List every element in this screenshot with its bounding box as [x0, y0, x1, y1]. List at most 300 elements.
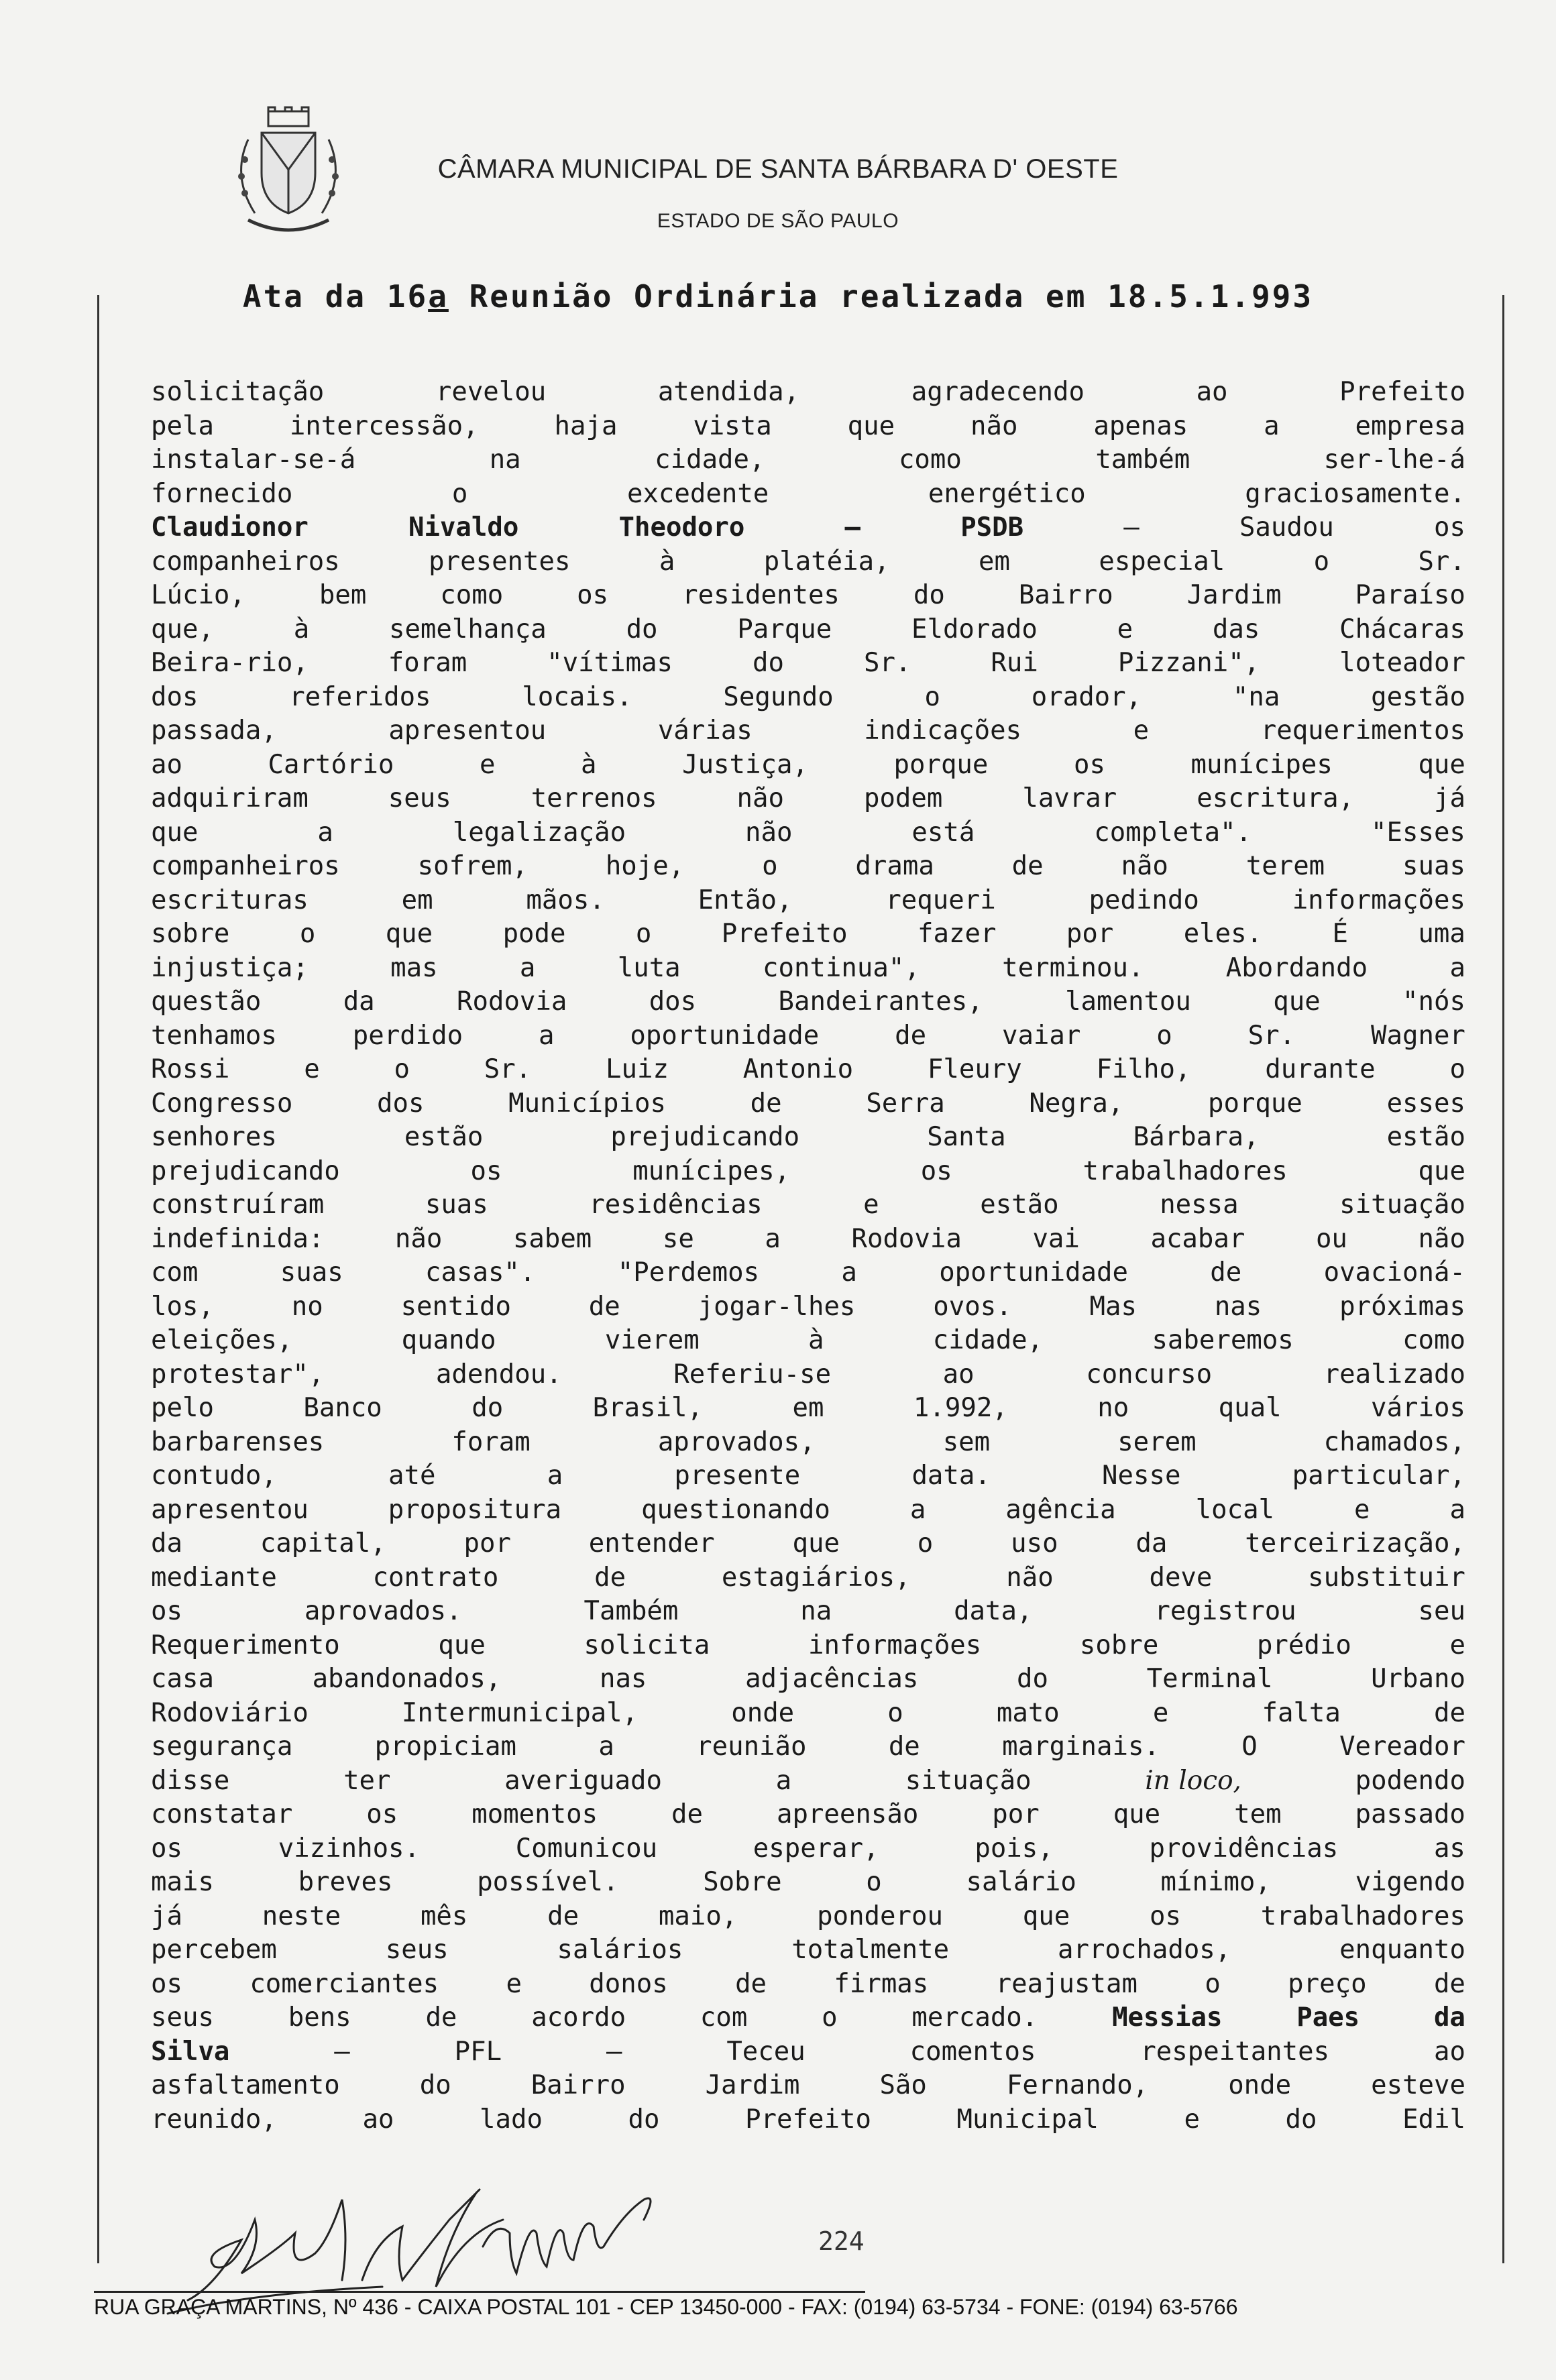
word: a — [1264, 410, 1280, 441]
word: vários — [1371, 1393, 1465, 1423]
word: bem — [319, 580, 367, 610]
text-line — [151, 1459, 1465, 1493]
word: pode — [502, 919, 566, 949]
word: fazer — [918, 919, 997, 949]
word: Santa — [927, 1122, 1006, 1152]
word: loteador — [1339, 648, 1465, 678]
word: durante — [1265, 1054, 1376, 1084]
word: ovos. — [933, 1291, 1012, 1322]
text-line — [151, 1866, 1465, 1900]
word: sem — [942, 1426, 991, 1457]
word: Filho, — [1096, 1054, 1191, 1084]
word: está — [911, 817, 975, 848]
word: quando — [401, 1325, 496, 1355]
text-line — [151, 850, 1465, 884]
footer-address: RUA GRAÇA MARTINS, Nº 436 - CAIXA POSTAL 101 - CEP 13450-000 - FAX: (0194) 63-5734 - FONE: (0194) 63-5766 — [94, 2295, 1238, 2319]
word: qual — [1218, 1393, 1282, 1423]
title-ordinal: a — [428, 278, 449, 315]
word: São — [879, 2070, 927, 2100]
word: os — [366, 1799, 398, 1829]
word: do — [913, 580, 945, 610]
word: Bairro — [531, 2070, 626, 2100]
word: 1.992, — [913, 1393, 1008, 1423]
word: asfaltamento — [151, 2070, 340, 2100]
word: fornecido — [151, 478, 293, 509]
word: a — [317, 817, 333, 848]
word: providências — [1149, 1833, 1339, 1864]
text-line — [151, 511, 1465, 545]
word: requeri — [885, 885, 996, 915]
word: dos — [649, 986, 697, 1017]
word: pelo — [151, 1393, 214, 1423]
word: – — [844, 512, 861, 543]
word: pela — [151, 410, 214, 441]
word: o — [1205, 1968, 1221, 1999]
text-line — [151, 1155, 1465, 1189]
word: esteve — [1371, 2070, 1465, 2100]
word: Saudou — [1239, 512, 1334, 543]
word: informações — [808, 1630, 982, 1660]
word: questionando — [641, 1494, 830, 1525]
word: seu — [1418, 1596, 1465, 1626]
text-line — [151, 884, 1465, 918]
word: e — [1133, 716, 1150, 746]
word: in loco, — [1145, 1765, 1241, 1796]
word: reunião — [696, 1732, 807, 1762]
word: revelou — [435, 377, 547, 407]
word: escritura, — [1197, 783, 1355, 813]
word: apreensão — [776, 1799, 919, 1829]
word: seus — [388, 783, 451, 813]
word: possível. — [477, 1867, 619, 1897]
word: comentos — [909, 2036, 1036, 2067]
word: sobre — [1079, 1630, 1159, 1660]
word: solicitação — [151, 377, 325, 407]
word: que — [1418, 749, 1465, 780]
word: da — [1135, 1528, 1168, 1559]
word: estão — [980, 1190, 1059, 1220]
word: não — [736, 783, 784, 813]
word: local — [1195, 1494, 1275, 1525]
word: Segundo — [723, 681, 834, 712]
text-line — [151, 1392, 1465, 1426]
text-line — [151, 545, 1465, 579]
word: que, — [151, 614, 214, 644]
word: o — [635, 919, 652, 949]
word: e — [506, 1968, 522, 1999]
word: marginais. — [1002, 1732, 1160, 1762]
word: cidade, — [655, 445, 765, 475]
word: excedente — [626, 478, 769, 509]
text-line — [151, 1595, 1465, 1629]
word: Wagner — [1371, 1020, 1465, 1051]
word: dos — [377, 1088, 425, 1119]
word: acordo — [531, 2002, 626, 2033]
word: Então, — [698, 885, 793, 915]
word: ao — [1433, 2036, 1465, 2067]
word: Rodovia — [851, 1223, 962, 1254]
word: de — [1433, 1968, 1465, 1999]
text-line — [151, 1087, 1465, 1121]
word: Edil — [1402, 2104, 1465, 2135]
word: de — [1210, 1257, 1242, 1288]
word: PFL — [454, 2036, 502, 2067]
word: Mas — [1089, 1291, 1137, 1322]
word: apenas — [1093, 410, 1188, 441]
word: de — [588, 1291, 620, 1322]
word: o — [1313, 546, 1330, 577]
word: que — [1022, 1901, 1070, 1931]
word: Beira-rio, — [151, 648, 309, 678]
word: Pizzani", — [1117, 648, 1260, 678]
word: que — [1273, 986, 1321, 1017]
word: constatar — [151, 1799, 293, 1829]
word: mais — [151, 1867, 214, 1897]
word: instalar-se-á — [151, 445, 356, 475]
word: o — [917, 1528, 934, 1559]
text-line — [151, 1662, 1465, 1697]
word: Sr. — [484, 1054, 532, 1084]
word: hoje, — [605, 851, 685, 881]
word: e — [1152, 1697, 1169, 1728]
word: Negra, — [1029, 1088, 1124, 1119]
word: Parque — [737, 614, 832, 644]
word: podem — [863, 783, 943, 813]
word: adjacências — [745, 1664, 919, 1694]
word: que — [792, 1528, 840, 1559]
word: enquanto — [1339, 1935, 1465, 1965]
word: questão — [151, 986, 262, 1017]
word: em — [401, 885, 433, 915]
word: de — [735, 1968, 767, 1999]
word: ponderou — [817, 1901, 943, 1931]
text-line — [151, 1426, 1465, 1460]
word: Vereador — [1339, 1732, 1465, 1762]
word: Referiu-se — [673, 1359, 832, 1390]
word: como — [898, 445, 962, 475]
word: trabalhadores — [1260, 1901, 1465, 1931]
word: saberemos — [1152, 1325, 1294, 1355]
word: – — [1123, 512, 1140, 543]
text-line — [151, 1121, 1465, 1155]
word: apresentou — [388, 716, 547, 746]
word: onde — [731, 1697, 795, 1728]
word: situação — [1339, 1190, 1465, 1220]
word: capital, — [260, 1528, 386, 1559]
word: Justiça, — [682, 749, 808, 780]
word: substituir — [1308, 1562, 1465, 1593]
word: os — [470, 1155, 502, 1186]
word: intercessão, — [289, 410, 479, 441]
text-line — [151, 1527, 1465, 1561]
text-line — [151, 1730, 1465, 1764]
word: também — [1095, 445, 1190, 475]
word: Requerimento — [151, 1630, 340, 1660]
word: totalmente — [791, 1935, 950, 1965]
word: barbarenses — [151, 1426, 325, 1457]
word: que — [151, 817, 199, 848]
word: do — [1016, 1664, 1048, 1694]
word: donos — [589, 1968, 668, 1999]
word: orador, — [1031, 681, 1142, 712]
word: a — [1449, 952, 1465, 983]
word: Theodoro — [618, 512, 745, 543]
text-line — [151, 376, 1465, 410]
word: Sr. — [863, 648, 911, 678]
word: por — [992, 1799, 1040, 1829]
word: companheiros — [151, 851, 340, 881]
word: passado — [1355, 1799, 1465, 1829]
word: preço — [1288, 1968, 1367, 1999]
word: Rodoviário — [151, 1697, 309, 1728]
word: salários — [557, 1935, 683, 1965]
word: ao — [942, 1359, 975, 1390]
word: haja — [554, 410, 618, 441]
word: as — [1433, 1833, 1465, 1864]
word: chamados, — [1323, 1426, 1465, 1457]
word: ao — [362, 2104, 394, 2135]
left-margin-rule — [97, 295, 99, 2263]
word: suas — [1402, 851, 1465, 881]
word: aprovados. — [304, 1596, 462, 1626]
word: nas — [599, 1664, 647, 1694]
word: e — [1354, 1494, 1370, 1525]
word: energético — [928, 478, 1086, 509]
word: o — [822, 2002, 838, 2033]
word: Prefeito — [721, 919, 848, 949]
word: firmas — [834, 1968, 929, 1999]
word: até — [388, 1461, 436, 1491]
word: por — [463, 1528, 511, 1559]
word: de — [888, 1732, 920, 1762]
word: pedindo — [1089, 885, 1199, 915]
word: terem — [1245, 851, 1325, 881]
word: à — [581, 749, 597, 780]
word: nas — [1214, 1291, 1262, 1322]
word: do — [419, 2070, 451, 2100]
word: vaiar — [1001, 1020, 1081, 1051]
word: lado — [480, 2104, 543, 2135]
word: residentes — [682, 580, 840, 610]
word: propiciam — [374, 1732, 516, 1762]
word: Luiz — [606, 1054, 669, 1084]
word: percebem — [151, 1935, 277, 1965]
word: – — [606, 2036, 622, 2067]
word: já — [1434, 783, 1465, 813]
word: prejudicando — [610, 1122, 800, 1152]
word: pois, — [975, 1833, 1054, 1864]
word: passada, — [151, 716, 277, 746]
word: luta — [617, 952, 681, 983]
word: jogar-lhes — [698, 1291, 856, 1322]
word: Rui — [991, 648, 1038, 678]
word: estagiários, — [721, 1562, 911, 1593]
word: Cartório — [268, 749, 394, 780]
word: ter — [343, 1765, 391, 1796]
text-line — [151, 1324, 1465, 1358]
word: Serra — [866, 1088, 945, 1119]
word: Urbano — [1371, 1664, 1465, 1694]
word: reajustam — [995, 1968, 1137, 1999]
word: especial — [1099, 546, 1225, 577]
word: contrato — [372, 1562, 499, 1593]
word: particular, — [1292, 1461, 1465, 1491]
word: foram — [451, 1426, 531, 1457]
word: indicações — [864, 716, 1022, 746]
text-line — [151, 2035, 1465, 2070]
text-line — [151, 2001, 1465, 2035]
word: empresa — [1355, 410, 1465, 441]
word: de — [425, 2002, 457, 2033]
word: Municípios — [508, 1088, 666, 1119]
word: Comunicou — [515, 1833, 658, 1864]
text-line — [151, 443, 1465, 477]
word: "nós — [1402, 986, 1465, 1017]
word: uma — [1418, 919, 1465, 949]
word: ser-lhe-á — [1323, 445, 1465, 475]
word: los, — [151, 1291, 214, 1322]
signatures — [161, 2146, 832, 2320]
word: presentes — [429, 546, 571, 577]
word: Claudionor — [151, 512, 309, 543]
word: locais. — [522, 681, 632, 712]
word: Paraíso — [1355, 580, 1465, 610]
word: nessa — [1160, 1190, 1239, 1220]
word: maio, — [658, 1901, 738, 1931]
word: seus — [151, 2002, 214, 2033]
word: vizinhos. — [278, 1833, 421, 1864]
word: vierem — [604, 1325, 700, 1355]
word: acabar — [1150, 1223, 1245, 1254]
word: oportunidade — [630, 1020, 820, 1051]
word: a — [765, 1223, 781, 1254]
word: solicita — [584, 1630, 710, 1660]
word: Nesse — [1102, 1461, 1181, 1491]
minutes-body — [151, 376, 1465, 2137]
word: escrituras — [151, 885, 309, 915]
word: drama — [855, 851, 934, 881]
word: e — [1449, 1630, 1465, 1660]
word: aprovados, — [657, 1426, 816, 1457]
word: Bárbara, — [1133, 1122, 1260, 1152]
word: e — [1184, 2104, 1200, 2135]
word: platéia, — [763, 546, 890, 577]
word: "vítimas — [547, 648, 673, 678]
word: do — [626, 614, 658, 644]
word: situação — [905, 1765, 1032, 1796]
word: concurso — [1086, 1359, 1213, 1390]
word: o — [451, 478, 468, 509]
word: dos — [151, 681, 199, 712]
word: que — [1113, 1799, 1161, 1829]
word: Nivaldo — [408, 512, 519, 543]
word: a — [909, 1494, 926, 1525]
text-line — [151, 1832, 1465, 1866]
word: ao — [151, 749, 182, 780]
word: Rodovia — [457, 986, 567, 1017]
word: residências — [589, 1190, 763, 1220]
word: neste — [262, 1901, 341, 1931]
word: à — [293, 614, 310, 644]
text-line — [151, 985, 1465, 1019]
word: que — [1418, 1155, 1465, 1186]
word: por — [1066, 919, 1114, 949]
word: não — [1121, 851, 1168, 881]
word: de — [547, 1901, 579, 1931]
text-line — [151, 646, 1465, 681]
text-line — [151, 613, 1465, 647]
word: porque — [893, 749, 989, 780]
word: com — [151, 1257, 199, 1288]
word: como — [440, 580, 504, 610]
word: foram — [388, 648, 467, 678]
word: respeitantes — [1140, 2036, 1330, 2067]
text-line — [151, 1900, 1465, 1934]
word: na — [489, 445, 521, 475]
word: lamentou — [1065, 986, 1191, 1017]
word: arrochados, — [1057, 1935, 1231, 1965]
word: atendida, — [657, 377, 800, 407]
word: de — [594, 1562, 626, 1593]
word: "Perdemos — [617, 1257, 760, 1288]
word: lavrar — [1022, 783, 1117, 813]
word: semelhança — [388, 614, 547, 644]
word: serem — [1117, 1426, 1197, 1457]
word: vista — [693, 410, 772, 441]
word: casas". — [425, 1257, 536, 1288]
state-name: ESTADO DE SÃO PAULO — [657, 210, 899, 232]
word: o — [866, 1867, 882, 1897]
word: a — [519, 952, 536, 983]
text-line — [151, 1968, 1465, 2002]
word: "Esses — [1371, 817, 1465, 848]
word: gestão — [1371, 681, 1465, 712]
word: seus — [385, 1935, 449, 1965]
word: e — [304, 1054, 320, 1084]
word: se — [662, 1223, 694, 1254]
word: É — [1332, 919, 1348, 949]
word: não — [970, 410, 1018, 441]
word: injustiça; — [151, 952, 309, 983]
word: "na — [1232, 681, 1280, 712]
word: a — [547, 1461, 563, 1491]
word: do — [753, 648, 784, 678]
word: não — [1418, 1223, 1465, 1254]
text-line — [151, 1188, 1465, 1223]
word: o — [924, 681, 941, 712]
word: prejudicando — [151, 1155, 340, 1186]
text-line — [151, 1798, 1465, 1832]
word: mediante — [151, 1562, 277, 1593]
word: cidade, — [932, 1325, 1044, 1355]
word: prédio — [1256, 1630, 1351, 1660]
text-line — [151, 1933, 1465, 1968]
word: podendo — [1355, 1765, 1465, 1796]
word: – — [334, 2036, 350, 2067]
word: Fleury — [927, 1054, 1022, 1084]
word: Terminal — [1146, 1664, 1273, 1694]
word: sofrem, — [417, 851, 528, 881]
word: Congresso — [151, 1088, 293, 1119]
title-rest: Reunião Ordinária realizada em 18.5.1.993 — [448, 278, 1314, 315]
word: e — [863, 1190, 879, 1220]
word: a — [539, 1020, 555, 1051]
word: terrenos — [531, 783, 657, 813]
word: adendou. — [435, 1359, 562, 1390]
word: que — [438, 1630, 486, 1660]
word: requerimentos — [1260, 716, 1465, 746]
word: completa". — [1094, 817, 1252, 848]
